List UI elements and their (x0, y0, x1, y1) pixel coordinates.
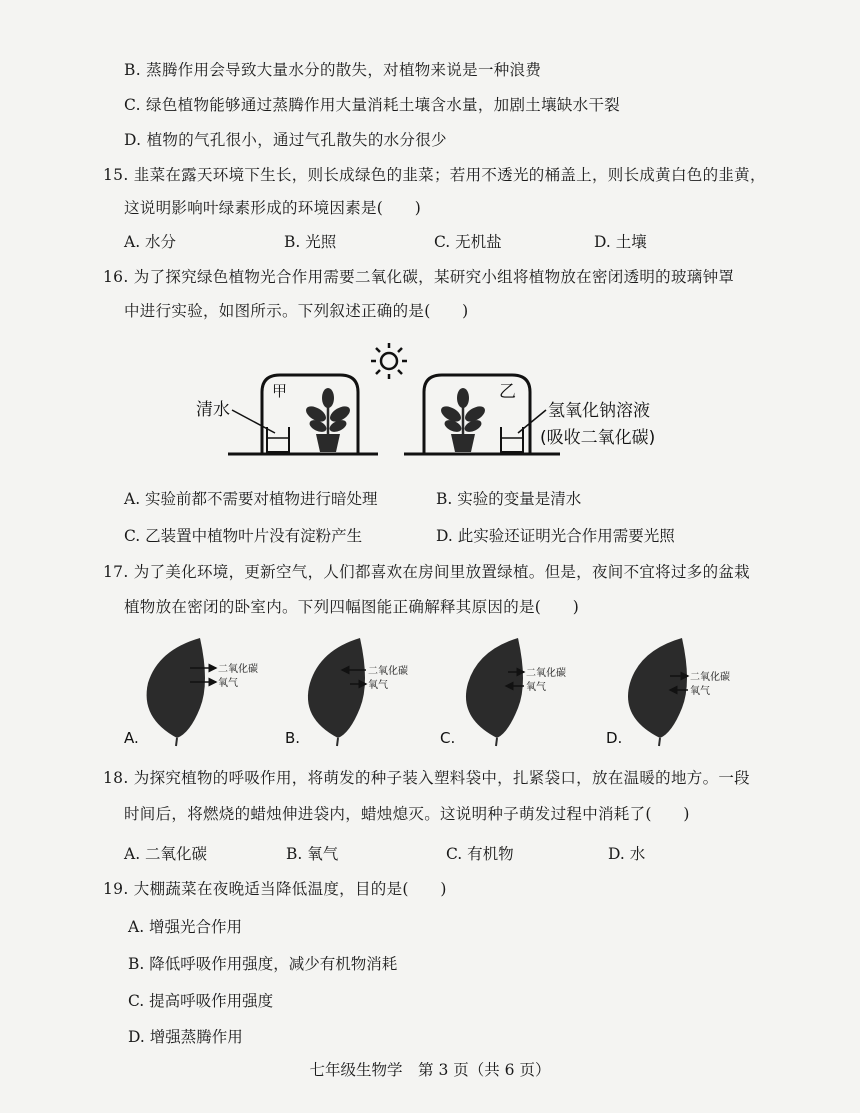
q18-option-d: D. 水 (608, 845, 646, 863)
q14-option-c: C. 绿色植物能够通过蒸腾作用大量消耗土壤含水量，加剧土壤缺水干裂 (124, 96, 621, 114)
page-footer: 七年级生物学 第 3 页（共 6 页） (309, 1061, 551, 1079)
naoh-label: 氢氧化钠溶液 (548, 401, 650, 421)
q17-figures (0, 628, 860, 753)
q16-stem-line1: 16. 为了探究绿色植物光合作用需要二氧化碳，某研究小组将植物放在密闭透明的玻璃钟罩 (103, 268, 735, 286)
leaf-a (147, 638, 258, 746)
jar-a-label: 甲 (272, 382, 288, 400)
leaf-a-gas2: 氧气 (218, 678, 238, 689)
q15-stem-line2: 这说明影响叶绿素形成的环境因素是( ) (124, 199, 422, 217)
q19-option-d: D. 增强蒸腾作用 (128, 1028, 243, 1046)
leaf-c (466, 638, 566, 746)
leaf-d-gas2: 氧气 (690, 686, 710, 697)
q18-stem-line2: 时间后，将燃烧的蜡烛伸进袋内，蜡烛熄灭。这说明种子萌发过程中消耗了( ) (124, 805, 690, 823)
water-label: 清水 (196, 400, 230, 420)
q19-option-b: B. 降低呼吸作用强度，减少有机物消耗 (128, 955, 398, 973)
sun-icon (371, 343, 407, 379)
leaf-a-label: A. (124, 729, 139, 747)
plant-b (438, 388, 487, 452)
jar-b-label: 乙 (499, 382, 516, 402)
q18-option-c: C. 有机物 (446, 845, 514, 863)
q15-option-b: B. 光照 (284, 233, 337, 251)
q17-stem-line1: 17. 为了美化环境，更新空气，人们都喜欢在房间里放置绿植。但是，夜间不宜将过多的盆栽 (103, 563, 750, 581)
leaf-c-gas1: 二氧化碳 (526, 668, 566, 679)
q16-option-c: C. 乙装置中植物叶片没有淀粉产生 (124, 527, 363, 545)
q16-option-d: D. 此实验还证明光合作用需要光照 (436, 527, 675, 545)
q18-option-a: A. 二氧化碳 (124, 845, 208, 863)
q16-option-b: B. 实验的变量是清水 (436, 490, 582, 508)
water-pointer (232, 410, 275, 433)
leaf-d-label: D. (606, 729, 623, 747)
naoh-note: (吸收二氧化碳) (540, 428, 656, 448)
q18-option-b: B. 氧气 (286, 845, 339, 863)
leaf-c-label: C. (440, 729, 456, 747)
leaf-b-label: B. (285, 729, 301, 747)
q19-option-c: C. 提高呼吸作用强度 (128, 992, 274, 1010)
q16-option-a: A. 实验前都不需要对植物进行暗处理 (124, 490, 378, 508)
q14-option-d: D. 植物的气孔很小，通过气孔散失的水分很少 (124, 131, 447, 149)
q19-stem: 19. 大棚蔬菜在夜晚适当降低温度，目的是( ) (103, 880, 447, 898)
q16-figure (0, 330, 860, 470)
leaf-b-gas1: 二氧化碳 (368, 666, 408, 677)
q16-stem-line2: 中进行实验，如图所示。下列叙述正确的是( ) (124, 302, 469, 320)
leaf-d-gas1: 二氧化碳 (690, 672, 730, 683)
leaf-a-gas1: 二氧化碳 (218, 664, 258, 675)
q18-stem-line1: 18. 为探究植物的呼吸作用，将萌发的种子装入塑料袋中，扎紧袋口，放在温暖的地方。一段 (103, 769, 750, 787)
q15-stem-line1: 15. 韭菜在露天环境下生长，则长成绿色的韭菜；若用不透光的桶盖上，则长成黄白色的韭黄， (103, 166, 766, 184)
plant-a (303, 388, 352, 452)
leaf-b-gas2: 氧气 (368, 680, 388, 691)
q19-option-a: A. 增强光合作用 (128, 918, 243, 936)
leaf-c-gas2: 氧气 (526, 682, 546, 693)
leaf-d (628, 638, 730, 746)
q17-stem-line2: 植物放在密闭的卧室内。下列四幅图能正确解释其原因的是( ) (124, 598, 580, 616)
q14-option-b: B. 蒸腾作用会导致大量水分的散失，对植物来说是一种浪费 (124, 61, 542, 79)
q15-option-d: D. 土壤 (594, 233, 647, 251)
q15-option-c: C. 无机盐 (434, 233, 502, 251)
leaf-b (308, 638, 408, 746)
q15-option-a: A. 水分 (124, 233, 177, 251)
